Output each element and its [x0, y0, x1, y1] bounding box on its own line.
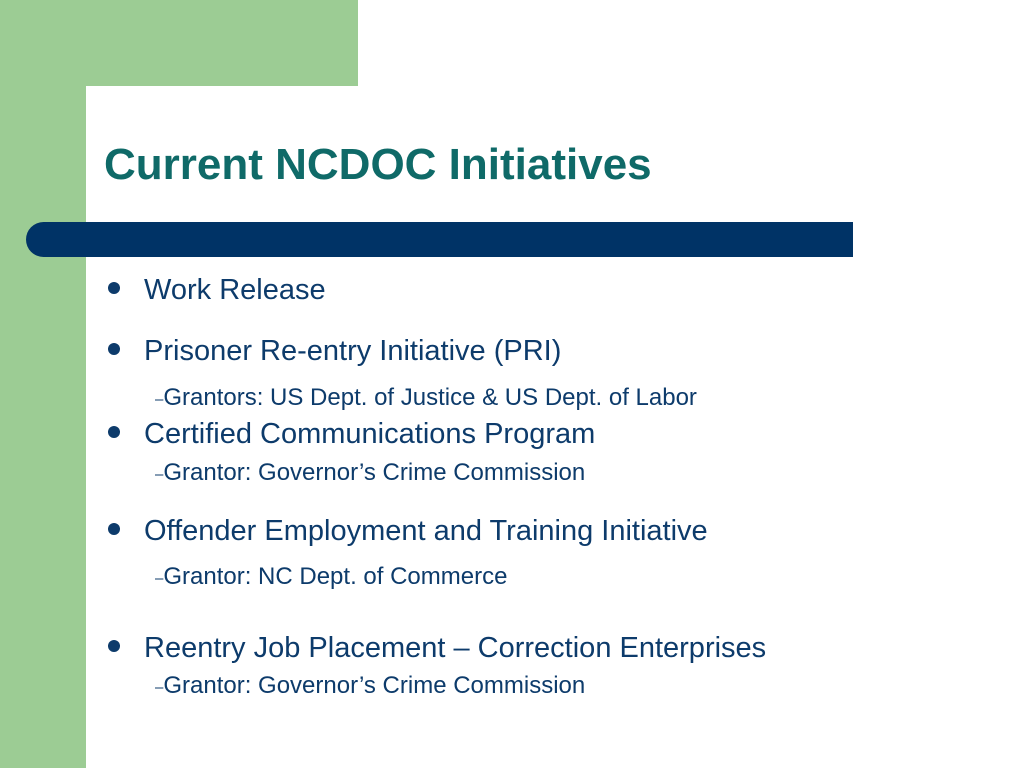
slide-title: Current NCDOC Initiatives — [104, 140, 652, 189]
bullet-dot-icon — [108, 426, 120, 438]
bullet-item-certified-communications — [108, 418, 595, 451]
sub-dash: – — [155, 466, 164, 484]
sub-item-certified-grantor — [155, 459, 585, 487]
bullet-item-reentry-job-placement — [108, 632, 766, 665]
bullet-label: Work Release — [144, 274, 326, 306]
bullet-item-work-release — [108, 274, 326, 307]
bullet-dot-icon — [108, 343, 120, 355]
bullet-dot-icon — [108, 640, 120, 652]
bullet-label: Reentry Job Placement – Correction Enterprises — [144, 632, 767, 664]
sub-item-text: Grantor: Governor’s Crime Commission — [163, 459, 586, 486]
sub-dash: – — [155, 570, 164, 588]
sub-item-reentry-grantor — [155, 672, 585, 700]
green-accent-band-left — [0, 0, 86, 768]
sub-item-pri-grantors — [155, 384, 697, 412]
sub-dash: – — [155, 391, 164, 409]
sub-item-text: Grantor: NC Dept. of Commerce — [163, 563, 508, 590]
bullet-item-offender-employment — [108, 515, 708, 548]
bullet-item-pri — [108, 335, 561, 368]
bullet-label: Offender Employment and Training Initiative — [144, 515, 708, 547]
sub-item-text: Grantors: US Dept. of Justice & US Dept. of Labor — [163, 384, 697, 411]
sub-item-offender-grantor — [155, 563, 507, 591]
sub-item-text: Grantor: Governor’s Crime Commission — [163, 672, 586, 699]
sub-dash: – — [155, 679, 164, 697]
green-accent-band-top — [0, 0, 358, 86]
bullet-dot-icon — [108, 282, 120, 294]
bullet-label: Prisoner Re-entry Initiative (PRI) — [144, 335, 562, 367]
bullet-dot-icon — [108, 523, 120, 535]
bullet-label: Certified Communications Program — [144, 418, 596, 450]
title-underline-bar — [26, 222, 853, 257]
